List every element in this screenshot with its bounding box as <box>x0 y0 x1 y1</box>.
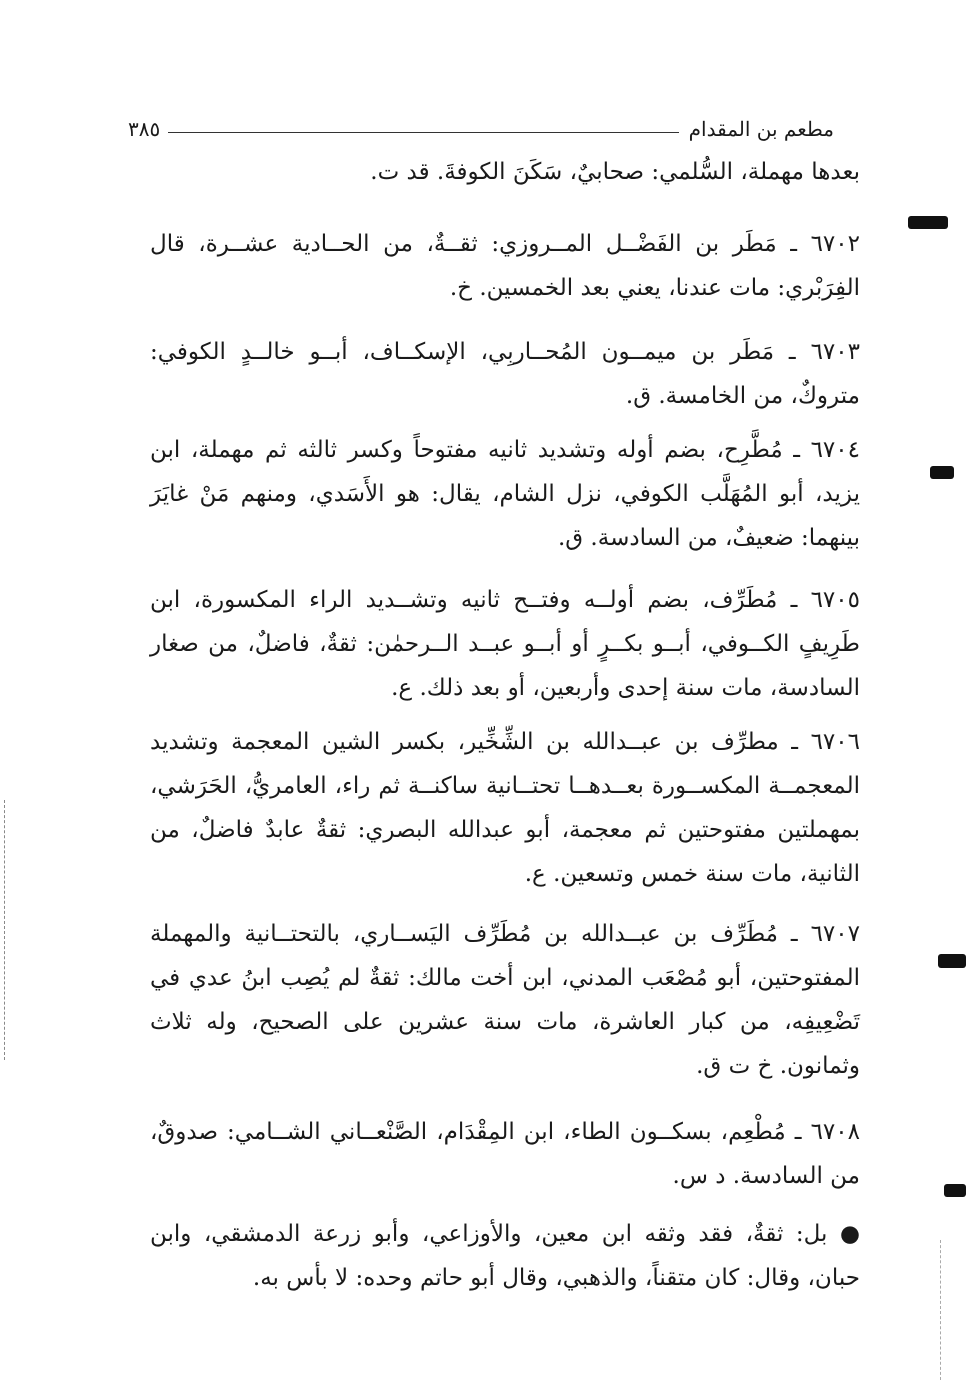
editor-note: ● بل: ثقةٌ، فقد وثقه ابن معين، والأوزاعي، وأبو زرعة الدمشقي، وابن حبان، وقال: كان متقناً، والذهبي، وقال أبو حاتم وحده: لا بأس به. <box>150 1221 860 1291</box>
running-title: مطعم بن المقدام <box>688 117 834 141</box>
entry-6706: ٦٧٠٦ ـ مطرِّف بن عبــدالله بن الشِّخِّير، بكسر الشين المعجمة وتشديد المعجمــة المكســورة بعــدهــا تحتــانية ساكنــة ثم راء، العامريُّ، الحَرَشي، بمهملتين مفتوحتين ثم معجمة، أبو عبدالله البصري: ثقةٌ عابدٌ فاضلٌ، من الثانية، مات سنة خمس وتسعين. ع. <box>150 729 860 887</box>
margin-mark <box>908 216 948 229</box>
entry-6705: ٦٧٠٥ ـ مُطَرِّف، بضم أولــه وفتــح ثانيه وتشــديد الراء المكسورة، ابن طَرِيفٍ الكــوفي، أبــو بكــرٍ أو أبــو عبــد الــرحمٰن: ثقةٌ، فاضلٌ، من صغار السادسة، مات سنة إحدى وأربعين، أو بعد ذلك. ع. <box>150 587 860 701</box>
margin-mark <box>944 1184 966 1197</box>
entry-6703: ٦٧٠٣ ـ مَطَر بن ميمــون المُحــاربِي، الإسكــاف، أبــو خالــدٍ الكوفي: متروكٌ، من الخامسة. ق. <box>150 339 860 409</box>
margin-mark <box>938 954 966 968</box>
entry-6704: ٦٧٠٤ ـ مُطَّرِح، بضم أوله وتشديد ثانيه مفتوحاً وكسر ثالثه ثم مهملة، ابن يزيد، أبو المُهَلَّب الكوفي، نزل الشام، يقال: هو الأَسَدي، ومنهم مَنْ غايَرَ بينهما: ضعيفٌ، من السادسة. ق. <box>150 437 861 551</box>
entry-6702: ٦٧٠٢ ـ مَطَر بن الفَضْــل المــروزي: ثقــةٌ، من الحــادية عشــرة، قال الفِرَبْري: مات عندنا، يعني بعد الخمسين. خ. <box>150 231 860 301</box>
header-rule <box>168 132 678 133</box>
scan-edge-left <box>4 800 6 1060</box>
page-number: ٣٨٥ <box>128 117 161 141</box>
page-header <box>128 114 834 144</box>
scan-edge-right <box>940 1240 942 1380</box>
entry-6708: ٦٧٠٨ ـ مُطْعِم، بسكــون الطاء، ابن المِقْدَام، الصَّنْعــاني الشــامي: صدوقٌ، من السادسة. د س. <box>150 1119 860 1189</box>
margin-mark <box>930 466 954 479</box>
entry-continuation: بعدها مهملة، السُّلمي: صحابيٌ، سَكَنَ الكوفةَ. قد ت. <box>370 159 860 185</box>
entry-6707: ٦٧٠٧ ـ مُطَرِّف بن عبــدالله بن مُطَرِّف اليَســاري، بالتحتــانية والمهملة المفتوحتين، أبو مُصْعَب المدني، ابن أخت مالك: ثقةٌ لم يُصِب ابنُ عدي في تَضْعِيفِه، من كبار العاشرة، مات سنة عشرين على الصحيح، وله ثلاث وثمانون. خ ت ق. <box>150 921 860 1079</box>
